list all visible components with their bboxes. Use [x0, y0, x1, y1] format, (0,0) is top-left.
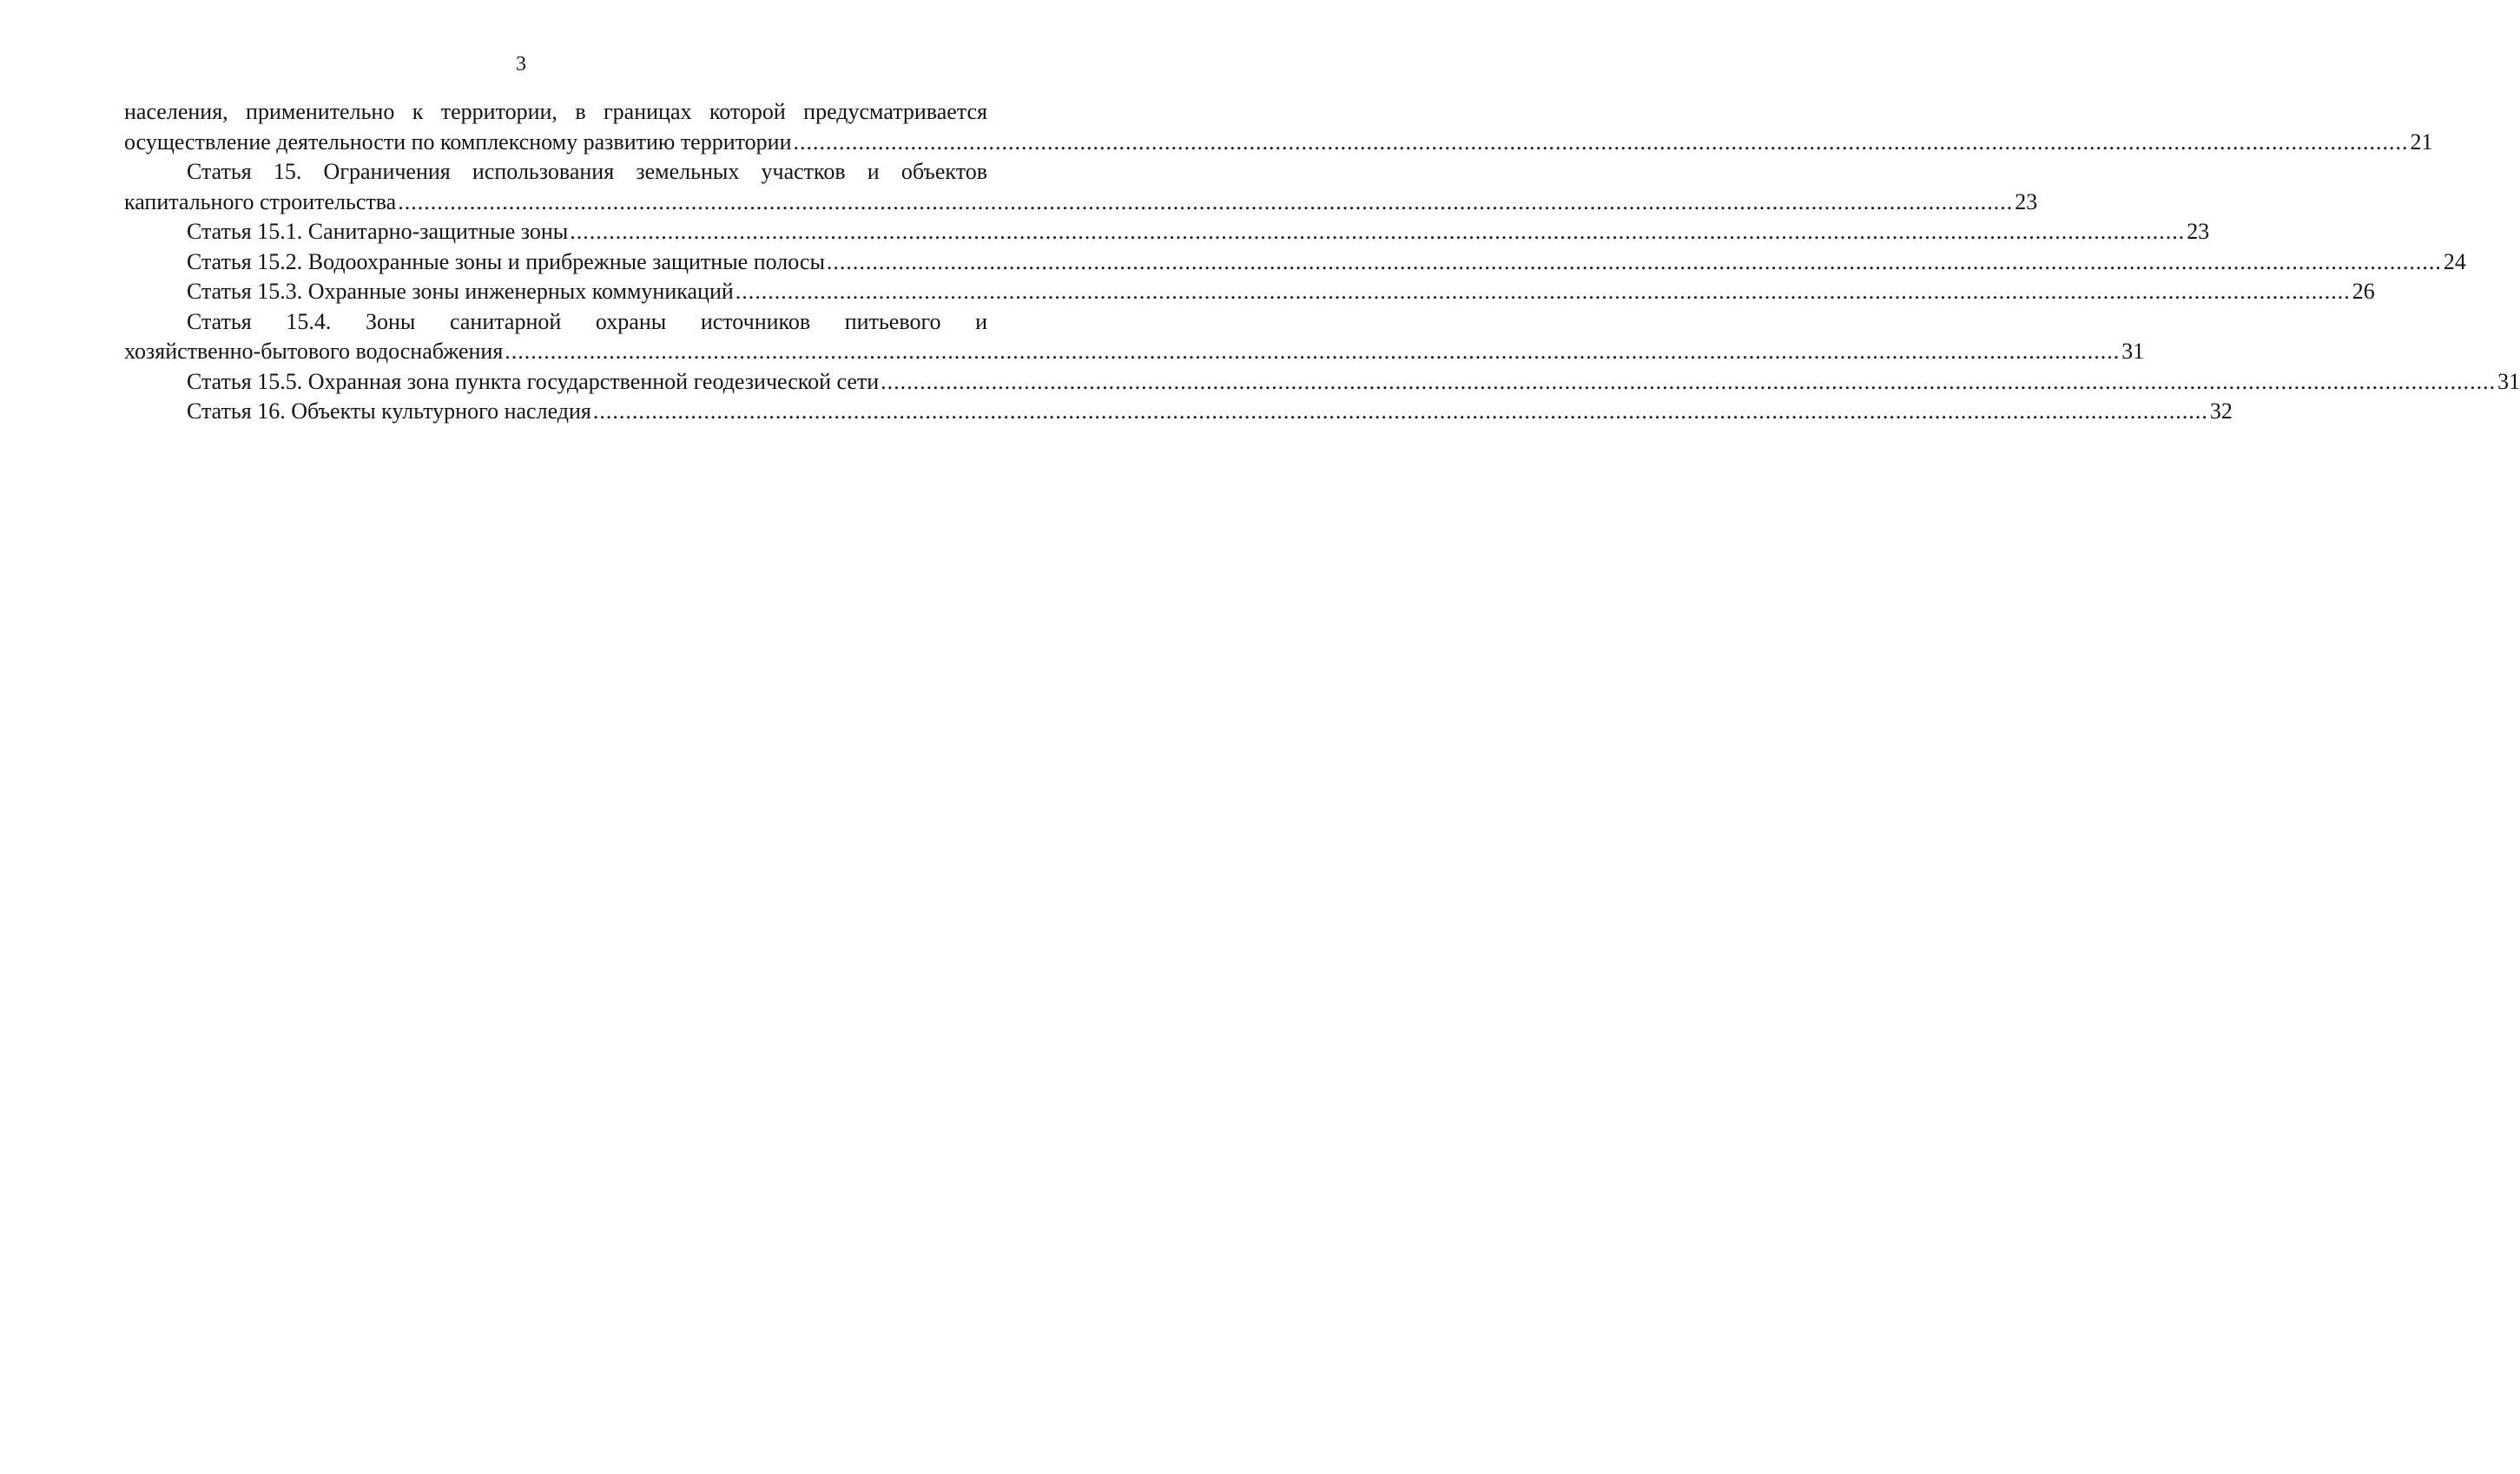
toc-entry-article-15-3[interactable] — [124, 277, 2375, 307]
toc-page-number: 26 — [2352, 279, 2375, 304]
toc-entry-last-line — [124, 217, 2210, 247]
toc-dot-leader — [505, 337, 2120, 367]
toc-dot-leader — [593, 397, 2208, 427]
toc-dot-leader — [881, 367, 2496, 398]
toc-entry-title: Статья 15.2. Водоохранные зоны и прибрежные защитные полосы — [187, 248, 825, 274]
toc-dot-leader — [398, 188, 2013, 218]
table-of-contents — [124, 97, 2520, 427]
toc-page-number: 31 — [2497, 368, 2520, 394]
toc-entry-last-line — [124, 337, 2145, 367]
toc-entry-title: Статья 15.3. Охранные зоны инженерных коммуникаций — [187, 279, 734, 304]
toc-entry-title: хозяйственно-бытового водоснабжения — [124, 339, 504, 364]
toc-entry-title: осуществление деятельности по комплексному развитию территории — [124, 128, 792, 155]
toc-entry-title: Статья 16. Объекты культурного наследия — [187, 398, 591, 424]
toc-page-number: 31 — [2121, 339, 2145, 364]
toc-dot-leader — [794, 128, 2409, 158]
toc-entry-article-15[interactable] — [124, 157, 2038, 217]
toc-dot-leader — [570, 217, 2185, 247]
toc-entry-last-line — [124, 367, 2520, 398]
toc-dot-leader — [827, 247, 2442, 278]
toc-entry-title: Статья 15.5. Охранная зона пункта государственной геодезической сети — [187, 368, 880, 394]
toc-page-number: 23 — [2187, 219, 2210, 244]
page-number: 3 — [516, 53, 526, 76]
toc-entry-line: Статья 15.4. Зоны санитарной охраны источников питьевого и — [187, 308, 987, 334]
toc-entry-article-15-5[interactable] — [124, 367, 2520, 398]
toc-entry-population[interactable] — [124, 97, 2433, 157]
toc-entry-title: капитального строительства — [124, 188, 397, 214]
toc-entry-title: Статья 15.1. Санитарно-защитные зоны — [187, 219, 569, 244]
toc-page-number: 23 — [2015, 188, 2038, 214]
toc-entry-article-15-2[interactable] — [124, 247, 2466, 278]
toc-entry-line: населения, применительно к территории, в границах которой предусматривается — [124, 99, 987, 124]
toc-entry-line: Статья 15. Ограничения использования земельных участков и объектов — [187, 159, 987, 184]
toc-entry-last-line — [124, 188, 2038, 218]
toc-entry-last-line — [124, 397, 2233, 427]
toc-entry-last-line — [124, 247, 2466, 278]
toc-page-number: 32 — [2209, 398, 2233, 424]
toc-entry-last-line — [124, 128, 2433, 158]
toc-dot-leader — [736, 277, 2351, 307]
toc-entry-article-15-4[interactable] — [124, 307, 2145, 367]
toc-entry-last-line — [124, 277, 2375, 307]
toc-entry-article-16[interactable] — [124, 397, 2233, 427]
toc-entry-article-15-1[interactable] — [124, 217, 2210, 247]
toc-page-number: 24 — [2443, 248, 2466, 274]
toc-page-number: 21 — [2410, 128, 2433, 155]
